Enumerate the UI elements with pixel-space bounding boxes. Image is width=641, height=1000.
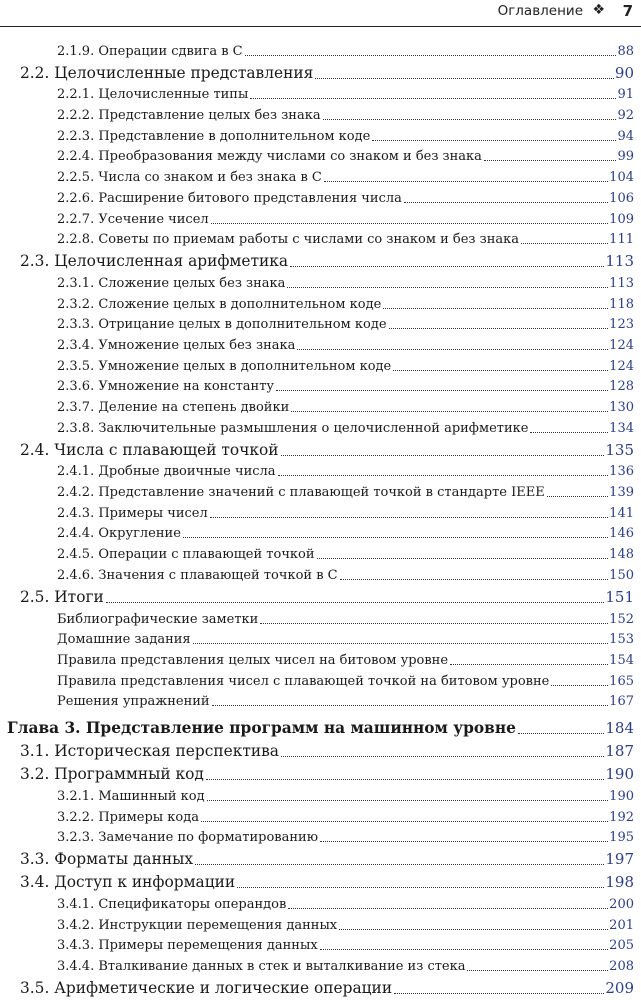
toc-entry-page[interactable]: 134 — [609, 420, 634, 436]
dot-leader — [281, 455, 605, 456]
toc-entry-page[interactable]: 165 — [609, 673, 634, 689]
toc-entry-page[interactable]: 154 — [609, 652, 634, 668]
toc-subsection-entry[interactable] — [0, 104, 641, 125]
toc-subsection-entry[interactable] — [0, 293, 641, 314]
toc-entry-page[interactable]: 151 — [605, 587, 634, 606]
toc-subsection-entry[interactable] — [0, 935, 641, 956]
dot-leader — [551, 685, 608, 686]
toc-entry-title: 2.3.3. Отрицание целых в дополнительном коде — [57, 317, 387, 333]
dot-leader — [484, 160, 617, 161]
toc-subsection-entry[interactable] — [0, 564, 641, 585]
dot-leader — [207, 800, 609, 801]
toc-entry-title: 2.3. Целочисленная арифметика — [20, 252, 289, 271]
toc-entry-page[interactable]: 148 — [609, 547, 634, 563]
toc-section-entry[interactable] — [0, 585, 641, 608]
toc-entry-title: 2.2.1. Целочисленные типы — [57, 87, 249, 103]
dot-leader — [389, 328, 609, 329]
toc-subsection-entry[interactable] — [0, 543, 641, 564]
toc-entry-title: 2.2.6. Расширение битового представления числа — [57, 190, 402, 206]
toc-subsection-entry[interactable] — [0, 691, 641, 712]
toc-entry-title: 2.2.3. Представление в дополнительном коде — [57, 128, 371, 144]
toc-entry-title: Библиографические заметки — [57, 611, 259, 627]
toc-entry-title: 2.3.8. Заключительные размышления о целочисленной арифметике — [57, 420, 529, 436]
dot-leader — [212, 705, 609, 706]
toc-entry-title: 2.2.8. Советы по приемам работы с числами со знаком и без знака — [57, 232, 520, 248]
toc-entry-title: 2.2.7. Усечение чисел — [57, 211, 209, 227]
toc-subsection-entry[interactable] — [0, 914, 641, 935]
toc-entry-title: 2.3.6. Умножение на константу — [57, 379, 275, 395]
toc-subsection-entry[interactable] — [0, 502, 641, 523]
table-of-contents — [0, 40, 641, 999]
toc-entry-title: Правила представления целых чисел на битовом уровне — [57, 652, 449, 668]
toc-entry-title: 2.3.2. Сложение целых в дополнительном коде — [57, 296, 382, 312]
toc-entry-title: 2.2.2. Представление целых без знака — [57, 108, 321, 124]
toc-entry-title: 2.4.4. Округление — [57, 526, 181, 542]
toc-subsection-entry[interactable] — [0, 229, 641, 250]
dot-leader — [237, 887, 604, 888]
toc-entry-page[interactable]: 153 — [609, 632, 634, 648]
page-number: 7 — [622, 2, 633, 20]
dot-leader — [521, 243, 608, 244]
toc-entry-page[interactable]: 146 — [609, 526, 634, 542]
toc-entry-title: 2.2.4. Преобразования между числами со знаком и без знака — [57, 149, 482, 165]
dot-leader — [276, 390, 608, 391]
ornament-icon: ❖ — [592, 2, 605, 18]
dot-leader — [281, 756, 604, 757]
toc-subsection-entry[interactable] — [0, 40, 641, 61]
toc-entry-title: 2.3.7. Деление на степень двойки — [57, 400, 290, 415]
dot-leader — [315, 78, 614, 79]
toc-entry-page[interactable]: 192 — [609, 809, 634, 825]
dot-leader — [201, 821, 608, 822]
toc-entry-title: 2.4.3. Примеры чисел — [57, 505, 208, 521]
dot-leader — [211, 223, 609, 224]
toc-entry-page[interactable]: 123 — [609, 317, 634, 333]
toc-entry-title: 3.4. Доступ к информации — [20, 873, 236, 892]
toc-entry-page[interactable]: 113 — [605, 252, 634, 271]
toc-subsection-entry[interactable] — [0, 272, 641, 293]
toc-chapter-entry[interactable] — [0, 711, 641, 739]
toc-entry-page[interactable]: 135 — [605, 440, 634, 459]
dot-leader — [404, 202, 608, 203]
toc-subsection-entry[interactable] — [0, 608, 641, 629]
running-header — [0, 0, 641, 27]
toc-section-entry[interactable] — [0, 739, 641, 762]
toc-subsection-entry[interactable] — [0, 481, 641, 502]
dot-leader — [106, 602, 605, 603]
dot-leader — [183, 537, 608, 538]
toc-entry-title: 3.4.4. Вталкивание данных в стек и выталкивание из стека — [57, 959, 466, 975]
dot-leader — [206, 779, 605, 780]
toc-subsection-entry[interactable] — [0, 355, 641, 376]
dot-leader — [547, 496, 608, 497]
toc-entry-title: 3.1. Историческая перспектива — [20, 742, 279, 761]
toc-entry-page[interactable]: 201 — [609, 917, 634, 933]
dot-leader — [250, 98, 616, 99]
toc-section-entry[interactable] — [0, 976, 641, 999]
toc-subsection-entry[interactable] — [0, 827, 641, 848]
toc-entry-title: 3.4.2. Инструкции перемещения данных — [57, 917, 338, 933]
toc-section-entry[interactable] — [0, 762, 641, 785]
toc-entry-page[interactable]: 136 — [609, 464, 634, 480]
toc-subsection-entry[interactable] — [0, 166, 641, 187]
toc-entry-page[interactable]: 184 — [605, 719, 634, 738]
toc-entry-title: 2.5. Итоги — [20, 587, 104, 606]
toc-entry-page[interactable]: 118 — [609, 296, 634, 312]
dot-leader — [467, 970, 608, 971]
dot-leader — [193, 643, 609, 644]
dot-leader — [195, 864, 604, 865]
toc-subsection-entry[interactable] — [0, 314, 641, 335]
toc-entry-page[interactable]: 99 — [617, 149, 634, 165]
toc-entry-page[interactable]: 200 — [609, 897, 634, 912]
toc-entry-title: 3.2. Программный код — [20, 765, 204, 784]
toc-subsection-entry[interactable] — [0, 187, 641, 208]
toc-entry-page[interactable]: 208 — [609, 959, 634, 975]
toc-entry-page[interactable]: 150 — [609, 567, 634, 583]
toc-entry-page[interactable]: 190 — [605, 765, 634, 784]
toc-subsection-entry[interactable] — [0, 417, 641, 438]
toc-entry-page[interactable]: 195 — [609, 830, 634, 846]
toc-entry-page[interactable]: 198 — [605, 873, 634, 892]
toc-entry-page[interactable]: 128 — [609, 379, 634, 395]
toc-section-entry[interactable] — [0, 870, 641, 893]
toc-entry-page[interactable]: 109 — [609, 211, 634, 227]
toc-subsection-entry[interactable] — [0, 806, 641, 827]
dot-leader — [339, 929, 608, 930]
toc-entry-page[interactable]: 124 — [609, 337, 634, 353]
toc-subsection-entry[interactable] — [0, 629, 641, 650]
dot-leader — [383, 308, 608, 309]
running-header-title: Оглавление — [497, 3, 583, 19]
toc-entry-page[interactable]: 187 — [605, 742, 634, 761]
toc-entry-page[interactable]: 209 — [605, 979, 634, 998]
toc-entry-page[interactable]: 141 — [609, 505, 634, 521]
toc-subsection-entry[interactable] — [0, 396, 641, 417]
dot-leader — [323, 119, 617, 120]
dot-leader — [287, 287, 608, 288]
toc-entry-page[interactable]: 167 — [609, 694, 634, 710]
toc-entry-title: 3.5. Арифметические и логические операции — [20, 979, 393, 998]
toc-entry-title: 3.4.1. Спецификаторы операндов — [57, 897, 287, 912]
toc-subsection-entry[interactable] — [0, 893, 641, 914]
toc-entry-page[interactable]: 139 — [609, 485, 634, 501]
toc-subsection-entry[interactable] — [0, 146, 641, 167]
toc-subsection-entry[interactable] — [0, 208, 641, 229]
toc-entry-page[interactable]: 190 — [609, 788, 634, 804]
toc-entry-page[interactable]: 88 — [617, 43, 634, 59]
toc-entry-page[interactable]: 106 — [609, 190, 634, 206]
toc-entry-title: 2.4. Числа с плавающей точкой — [20, 440, 279, 459]
toc-entry-title: 2.4.1. Дробные двоичные числа — [57, 464, 276, 480]
dot-leader — [324, 181, 608, 182]
toc-subsection-entry[interactable] — [0, 649, 641, 670]
dot-leader — [278, 475, 609, 476]
toc-section-entry[interactable] — [0, 61, 641, 84]
toc-entry-page[interactable]: 205 — [609, 938, 634, 954]
toc-entry-page[interactable]: 152 — [609, 611, 634, 627]
dot-leader — [394, 993, 604, 994]
toc-entry-page[interactable]: 92 — [617, 108, 634, 124]
toc-entry-title: Решения упражнений — [57, 694, 210, 710]
dot-leader — [297, 349, 608, 350]
dot-leader — [288, 908, 608, 909]
toc-entry-title: Домашние задания — [57, 632, 191, 648]
toc-entry-title: 2.3.5. Умножение целых в дополнительном коде — [57, 358, 392, 374]
dot-leader — [320, 841, 608, 842]
toc-entry-page[interactable]: 94 — [617, 128, 634, 144]
toc-entry-title: 3.3. Форматы данных — [20, 850, 194, 869]
toc-entry-title: 2.3.1. Сложение целых без знака — [57, 275, 286, 291]
toc-entry-page[interactable]: 197 — [605, 850, 634, 869]
toc-subsection-entry[interactable] — [0, 376, 641, 397]
toc-section-entry[interactable] — [0, 847, 641, 870]
dot-leader — [372, 140, 616, 141]
toc-entry-page[interactable]: 111 — [609, 232, 634, 248]
dot-leader — [518, 733, 604, 734]
toc-subsection-entry[interactable] — [0, 125, 641, 146]
toc-subsection-entry[interactable] — [0, 334, 641, 355]
toc-entry-title: 3.4.3. Примеры перемещения данных — [57, 938, 318, 954]
toc-entry-title: Правила представления чисел с плавающей точкой на битовом уровне — [57, 673, 550, 689]
toc-section-entry[interactable] — [0, 438, 641, 461]
toc-entry-page[interactable]: 124 — [609, 358, 634, 374]
toc-entry-title: 2.3.4. Умножение целых без знака — [57, 337, 296, 353]
toc-entry-title: 3.2.3. Замечание по форматированию — [57, 830, 319, 846]
toc-entry-page[interactable]: 104 — [609, 170, 634, 186]
toc-subsection-entry[interactable] — [0, 461, 641, 482]
dot-leader — [450, 664, 608, 665]
toc-entry-page[interactable]: 113 — [609, 275, 634, 291]
dot-leader — [340, 579, 609, 580]
toc-entry-page[interactable]: 90 — [614, 63, 634, 82]
toc-entry-title: 3.2.2. Примеры кода — [57, 809, 199, 825]
toc-entry-title: 2.2. Целочисленные представления — [20, 63, 314, 82]
toc-subsection-entry[interactable] — [0, 955, 641, 976]
toc-entry-title: 2.2.5. Числа со знаком и без знака в С — [57, 170, 322, 186]
toc-subsection-entry[interactable] — [0, 785, 641, 806]
toc-section-entry[interactable] — [0, 249, 641, 272]
dot-leader — [210, 517, 608, 518]
dot-leader — [260, 623, 608, 624]
toc-entry-title: 2.4.2. Представление значений с плавающей точкой в стандарте IEEE — [57, 485, 545, 501]
toc-entry-page[interactable]: 130 — [609, 400, 634, 415]
dot-leader — [317, 558, 609, 559]
dot-leader — [393, 370, 608, 371]
dot-leader — [245, 55, 617, 56]
toc-entry-title: 2.4.6. Значения с плавающей точкой в С — [57, 567, 338, 583]
dot-leader — [530, 432, 608, 433]
toc-entry-title: 2.4.5. Операции с плавающей точкой — [57, 547, 315, 563]
dot-leader — [290, 266, 604, 267]
dot-leader — [320, 949, 609, 950]
toc-subsection-entry[interactable] — [0, 670, 641, 691]
dot-leader — [291, 411, 608, 412]
toc-entry-page[interactable]: 91 — [617, 87, 634, 103]
toc-entry-title: Глава 3. Представление программ на машинном уровне — [7, 719, 516, 738]
toc-subsection-entry[interactable] — [0, 523, 641, 544]
toc-entry-title: 2.1.9. Операции сдвига в С — [57, 43, 243, 59]
toc-subsection-entry[interactable] — [0, 84, 641, 105]
toc-entry-title: 3.2.1. Машинный код — [57, 788, 205, 804]
